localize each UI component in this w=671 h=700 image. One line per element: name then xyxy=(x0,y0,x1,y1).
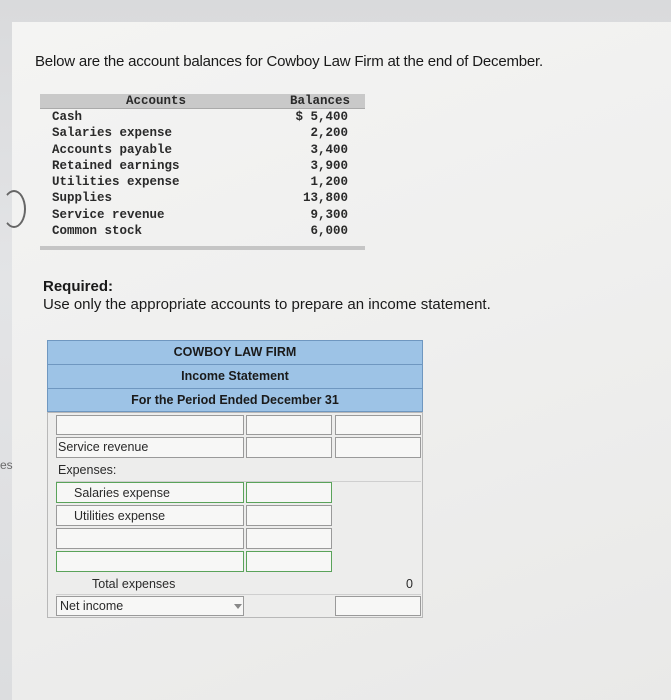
total-input-blank-1[interactable] xyxy=(335,415,421,435)
account-name: Salaries expense xyxy=(52,126,173,141)
utilities-expense-amount-input[interactable] xyxy=(246,505,332,526)
intro-text: Below are the account balances for Cowboy Law Firm at the end of December. xyxy=(35,53,543,70)
account-balance: 3,900 xyxy=(310,158,348,173)
statement-body xyxy=(47,412,423,618)
table-row xyxy=(40,224,365,240)
header-divider xyxy=(48,364,422,365)
net-income-total-input[interactable] xyxy=(335,596,421,616)
utilities-expense-label: Utilities expense xyxy=(74,509,166,523)
account-name: Accounts payable xyxy=(52,142,173,157)
account-input-blank-2[interactable] xyxy=(56,528,244,549)
table-row xyxy=(40,175,365,191)
table-footer-bar xyxy=(40,246,365,250)
account-name: Utilities expense xyxy=(52,175,180,190)
account-name: Service revenue xyxy=(52,207,165,222)
amount-input-blank-3[interactable] xyxy=(246,551,332,572)
salaries-expense-label: Salaries expense xyxy=(74,486,170,500)
table-row xyxy=(40,126,365,142)
account-balances-table xyxy=(40,94,365,252)
salaries-expense-amount-input[interactable] xyxy=(246,482,332,503)
required-instructions: Use only the appropriate accounts to prepare an income statement. xyxy=(43,296,491,313)
table-rows xyxy=(40,110,365,240)
account-balance: 2,200 xyxy=(310,126,348,141)
service-revenue-label: Service revenue xyxy=(58,440,149,454)
net-income-label: Net income xyxy=(60,599,124,613)
amount-input-blank-2[interactable] xyxy=(246,528,332,549)
total-expenses-value: 0 xyxy=(406,577,413,591)
amount-input-blank-1[interactable] xyxy=(246,415,332,435)
account-balance: 6,000 xyxy=(310,224,348,239)
table-row xyxy=(40,208,365,224)
account-input-blank-3[interactable] xyxy=(56,551,244,572)
account-name: Supplies xyxy=(52,191,113,206)
company-name: COWBOY LAW FIRM xyxy=(173,345,297,359)
statement-title: Income Statement xyxy=(181,369,289,383)
table-row xyxy=(40,191,365,207)
header-balances: Balances xyxy=(290,94,351,108)
table-row xyxy=(40,110,365,126)
required-title: Required: xyxy=(43,278,114,295)
required-section xyxy=(43,278,491,314)
header-accounts: Accounts xyxy=(126,94,187,108)
account-balance: 13,800 xyxy=(302,191,348,206)
income-statement-form xyxy=(47,340,423,620)
expenses-label: Expenses: xyxy=(58,463,117,477)
row-divider xyxy=(56,594,421,595)
table-row xyxy=(40,143,365,159)
account-balance: 1,200 xyxy=(310,175,348,190)
total-expenses-label: Total expenses xyxy=(92,577,176,591)
chevron-down-icon[interactable] xyxy=(234,604,242,609)
service-revenue-total-input[interactable] xyxy=(335,437,421,458)
partial-circle-icon xyxy=(2,190,26,228)
account-name: Common stock xyxy=(52,224,143,239)
account-name: Cash xyxy=(52,110,83,124)
statement-period: For the Period Ended December 31 xyxy=(131,393,339,407)
service-revenue-amount-input[interactable] xyxy=(246,437,332,458)
account-name: Retained earnings xyxy=(52,158,180,173)
statement-header xyxy=(47,340,423,412)
header-divider xyxy=(48,388,422,389)
account-balance: $ 5,400 xyxy=(295,110,348,124)
account-balance: 9,300 xyxy=(310,207,348,222)
margin-text: es xyxy=(0,458,13,472)
account-balance: 3,400 xyxy=(310,142,348,157)
account-input-blank-1[interactable] xyxy=(56,415,244,435)
table-header xyxy=(40,94,365,109)
table-row xyxy=(40,159,365,175)
